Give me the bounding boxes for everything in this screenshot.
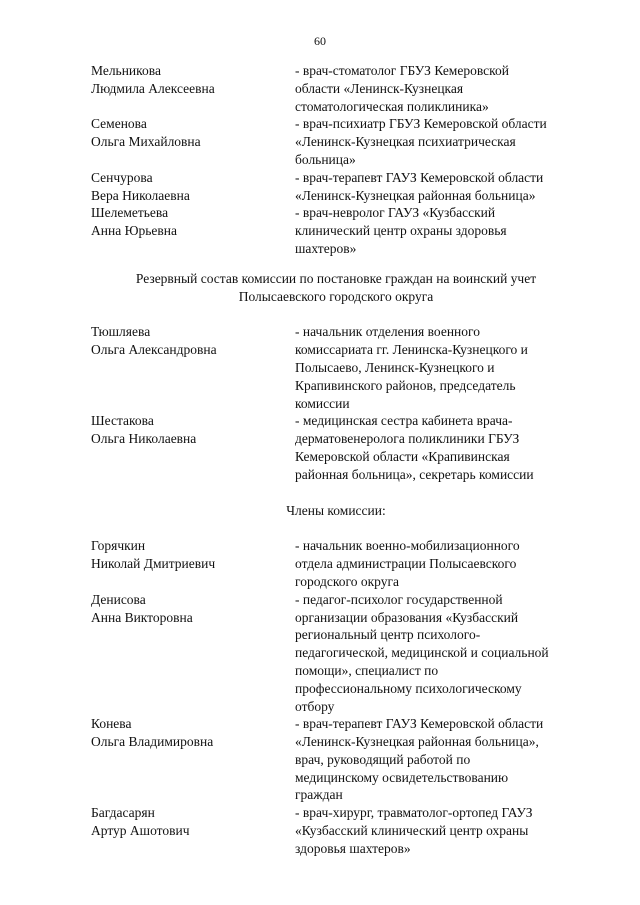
member-name — [91, 115, 295, 168]
member-name — [91, 412, 295, 483]
member-role — [295, 169, 581, 205]
member-role-line: - врач-стоматолог ГБУЗ Кемеровской — [295, 63, 509, 78]
member-name-line: Анна Викторовна — [91, 609, 193, 625]
member-name-line: Денисова — [91, 591, 146, 607]
member-role-line: здоровья шахтеров» — [295, 840, 411, 856]
member-name — [91, 62, 295, 115]
member-role — [295, 537, 581, 590]
member-row — [91, 323, 581, 412]
member-role-line: - врач-психиатр ГБУЗ Кемеровской области — [295, 116, 547, 132]
member-name — [91, 204, 295, 257]
member-role — [295, 804, 581, 857]
member-role-line: «Ленинск-Кузнецкая районная больница», — [295, 734, 539, 750]
member-role-line: «Ленинск-Кузнецкая психиатрическая — [295, 134, 516, 150]
member-role-line: профессиональному психологическому — [295, 680, 522, 696]
member-name-line: Шелеметьева — [91, 205, 169, 221]
member-role-line: районная больница», секретарь комиссии — [295, 466, 534, 482]
member-name-line: Людмила Алексеевна — [91, 80, 215, 96]
reserve-heading — [71, 270, 601, 306]
member-name-line: Николай Дмитриевич — [91, 556, 216, 572]
member-row — [91, 62, 581, 115]
member-name-line: Анна Юрьевна — [91, 223, 177, 239]
member-row — [91, 537, 581, 590]
member-name — [91, 715, 295, 804]
member-role-line: - врач-хирург, травматолог-ортопед ГАУЗ — [295, 805, 533, 821]
member-name-line: Сенчурова — [91, 169, 153, 185]
member-name-line: Багдасарян — [91, 805, 155, 821]
member-name — [91, 323, 295, 412]
member-role-line: городского округа — [295, 573, 400, 589]
reserve-members-list — [91, 537, 581, 857]
member-name-line: Вера Николаевна — [91, 187, 190, 203]
member-role-line: организации образования «Кузбасский — [295, 609, 519, 625]
member-role-line: шахтеров» — [295, 240, 357, 256]
member-name — [91, 591, 295, 716]
member-role-line: комиссариата гг. Ленинска-Кузнецкого и — [295, 342, 528, 358]
member-role-line: стоматологическая поликлиника» — [295, 98, 489, 114]
member-row — [91, 715, 581, 804]
member-role-line: - начальник военно-мобилизационного — [295, 538, 520, 554]
member-role-line: региональный центр психолого- — [295, 627, 481, 643]
member-row — [91, 115, 581, 168]
member-name-line: Ольга Александровна — [91, 342, 217, 358]
reserve-heading-line: Резервный состав комиссии по постановке граждан на воинский учет — [135, 270, 537, 286]
member-role-line: - педагог-психолог государственной — [295, 591, 503, 607]
member-row — [91, 204, 581, 257]
member-role — [295, 715, 581, 804]
members-heading: Члены комиссии: — [286, 502, 386, 518]
member-role-line: больница» — [295, 151, 356, 167]
member-name-line: Конева — [91, 716, 132, 732]
member-role — [295, 323, 581, 412]
member-role-line: врач, руководящий работой по — [295, 751, 471, 767]
member-role — [295, 412, 581, 483]
member-name-line: Ольга Михайловна — [91, 134, 201, 150]
member-role-line: дерматовенеролога поликлиники ГБУЗ — [295, 431, 520, 447]
member-name-line: Ольга Николаевна — [91, 431, 197, 447]
member-name-line: Ольга Владимировна — [91, 734, 214, 750]
member-role-line: Кемеровской области «Крапивинская — [295, 448, 510, 464]
reserve-heading-line: Полысаевского городского округа — [238, 288, 434, 304]
member-name-line: Мельникова — [91, 63, 161, 78]
member-role-line: Полысаево, Ленинск-Кузнецкого и — [295, 359, 495, 375]
member-role-line: отбору — [295, 698, 335, 714]
page-number: 60 — [314, 34, 326, 48]
member-role-line: - начальник отделения военного — [295, 324, 480, 340]
member-name — [91, 537, 295, 590]
document-body — [91, 62, 581, 858]
member-role — [295, 204, 581, 257]
commission-members-list — [91, 62, 581, 258]
member-role-line: «Ленинск-Кузнецкая районная больница» — [295, 187, 536, 203]
member-role-line: помощи», специалист по — [295, 662, 439, 678]
member-role-line: «Кузбасский клинический центр охраны — [295, 823, 529, 839]
member-role-line: - врач-терапевт ГАУЗ Кемеровской области — [295, 716, 544, 732]
member-role-line: отдела администрации Полысаевского — [295, 556, 517, 572]
member-row — [91, 804, 581, 857]
member-role-line: комиссии — [295, 395, 350, 411]
member-name-line: Тюшляева — [91, 324, 151, 340]
member-name — [91, 804, 295, 857]
member-role-line: педагогической, медицинской и социальной — [295, 645, 549, 661]
member-name-line: Горячкин — [91, 538, 146, 554]
member-name-line: Шестакова — [91, 413, 154, 429]
member-role — [295, 62, 581, 115]
member-role-line: медицинскому освидетельствованию — [295, 769, 509, 785]
member-role — [295, 115, 581, 168]
member-role-line: Крапивинского районов, председатель — [295, 377, 516, 393]
member-role-line: области «Ленинск-Кузнецкая — [295, 80, 464, 96]
member-name-line: Семенова — [91, 116, 147, 132]
member-row — [91, 412, 581, 483]
member-role-line: - врач-терапевт ГАУЗ Кемеровской области — [295, 169, 544, 185]
member-role-line: - врач-невролог ГАУЗ «Кузбасский — [295, 205, 496, 221]
member-role-line: граждан — [295, 787, 343, 803]
member-role — [295, 591, 581, 716]
reserve-officers-list — [91, 323, 581, 483]
member-row — [91, 591, 581, 716]
member-name — [91, 169, 295, 205]
member-role-line: клинический центр охраны здоровья — [295, 223, 507, 239]
member-name-line: Артур Ашотович — [91, 823, 190, 839]
member-role-line: - медицинская сестра кабинета врача- — [295, 413, 513, 429]
member-row — [91, 169, 581, 205]
